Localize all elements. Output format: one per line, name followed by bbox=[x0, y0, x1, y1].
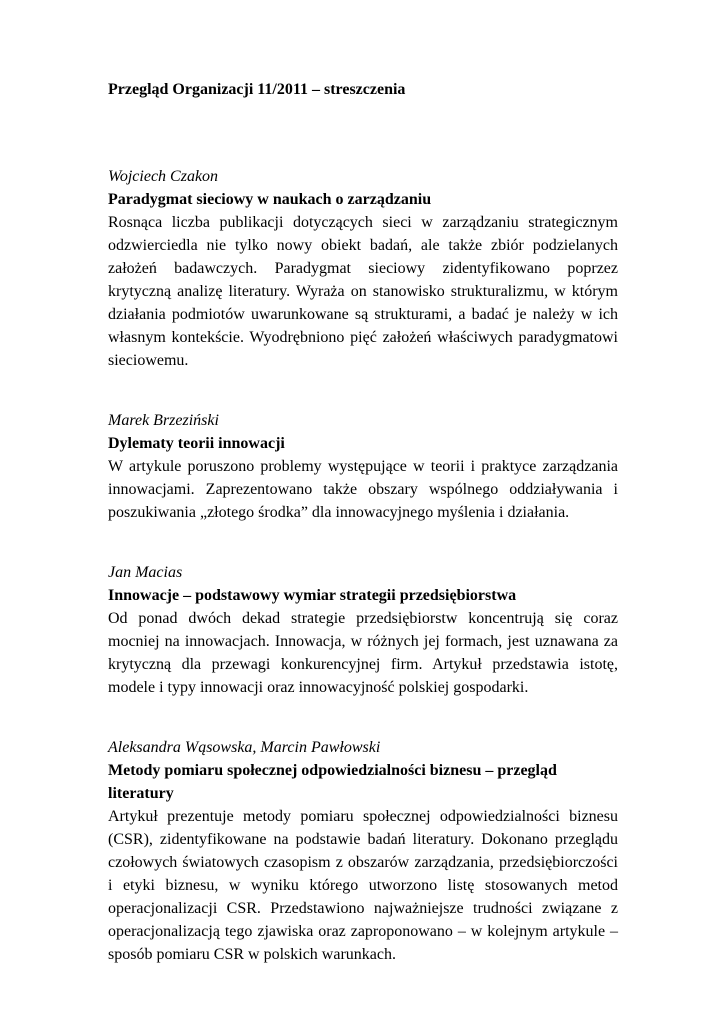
document-content bbox=[108, 78, 618, 1003]
article-title: Metody pomiaru społecznej odpowiedzialności biznesu – przegląd literatury bbox=[108, 762, 557, 802]
abstract-text: Rosnąca liczba publikacji dotyczących sieci w zarządzaniu strategicznym odzwierciedla nie tylko nowy obiekt badań, ale także zbiór podzielanych założeń badawczych. Paradygmat sieciowy zidentyfikowano poprzez krytyczną analizę literatury. Wyraża on stanowisko strukturalizmu, w którym działania podmiotów uwarunkowane są strukturami, a badać je należy w ich własnym kontekście. Wyodrębniono pięć założeń właściwych paradygmatowi sieciowemu. bbox=[108, 214, 618, 369]
document-title: Przegląd Organizacji 11/2011 – streszczenia bbox=[108, 81, 406, 98]
abstract-section bbox=[108, 409, 618, 524]
article-title: Paradygmat sieciowy w naukach o zarządzaniu bbox=[108, 191, 432, 208]
abstract-section bbox=[108, 165, 618, 372]
author-names: Marek Brzeziński bbox=[108, 412, 219, 429]
author-names: Jan Macias bbox=[108, 564, 183, 581]
abstract-text: Od ponad dwóch dekad strategie przedsiębiorstw koncentrują się coraz mocniej na innowacjach. Innowacja, w różnych jej formach, jest uznawana za krytyczną dla przewagi konkurencyjnej firm. Artykuł przedstawia istotę, modele i typy innowacji oraz innowacyjność polskiej gospodarki. bbox=[108, 610, 618, 696]
abstract-section bbox=[108, 736, 618, 966]
abstract-text: W artykule poruszono problemy występujące w teorii i praktyce zarządzania innowacjami. Zaprezentowano także obszary wspólnego oddziaływania i poszukiwania „złotego środka” dla innowacyjnego myślenia i działania. bbox=[108, 458, 618, 521]
article-title: Dylematy teorii innowacji bbox=[108, 435, 285, 452]
author-names: Wojciech Czakon bbox=[108, 168, 219, 185]
article-title: Innowacje – podstawowy wymiar strategii przedsiębiorstwa bbox=[108, 587, 517, 604]
abstract-text: Artykuł prezentuje metody pomiaru społecznej odpowiedzialności biznesu (CSR), zidentyfikowane na podstawie badań literatury. Dokonano przeglądu czołowych światowych czasopism z obszarów zarządzania, przedsiębiorczości i etyki biznesu, w wyniku którego utworzono listę stosowanych metod operacjonalizacji CSR. Przedstawiono najważniejsze trudności związane z operacjonalizacją tego zjawiska oraz zaproponowano – w kolejnym artykule – sposób pomiaru CSR w polskich warunkach. bbox=[108, 808, 618, 963]
abstract-section bbox=[108, 561, 618, 699]
author-names: Aleksandra Wąsowska, Marcin Pawłowski bbox=[108, 739, 381, 756]
